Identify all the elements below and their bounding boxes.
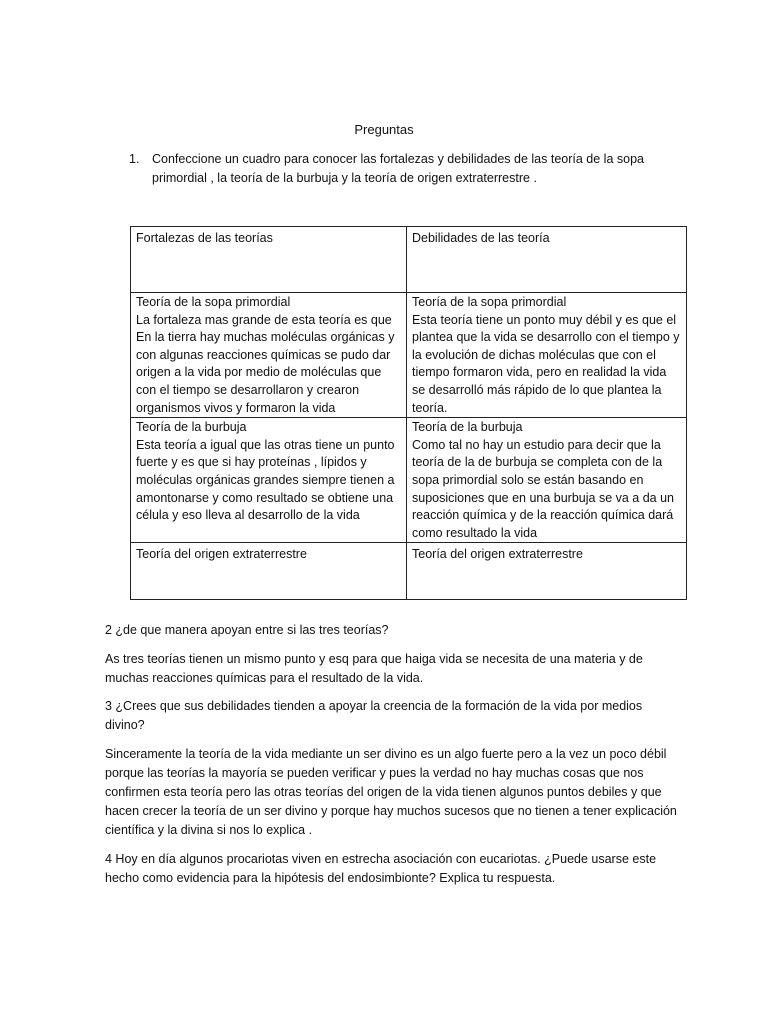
question-2: 2 ¿de que manera apoyan entre si las tres teorías? xyxy=(105,623,389,637)
cell-strengths-extraterrestrial: Teoría del origen extraterrestre xyxy=(131,543,407,600)
header-strengths: Fortalezas de las teorías xyxy=(131,227,407,293)
cell-strengths-primordial-soup: Teoría de la sopa primordial La fortaleza mas grande de esta teoría es que En la tierra hay muchas moléculas orgánicas y con algunas reacciones químicas se pudo dar origen a la vida por medio de moléculas que con el tiempo se desarrollaron y crearon organismos vivos y formaron la vida xyxy=(131,293,407,418)
question-4: 4 Hoy en día algunos procariotas viven en estrecha asociación con eucariotas. ¿Puede usarse este hecho como evidencia para la hipótesis del endosimbionte? Explica tu respuesta. xyxy=(105,852,657,885)
page-title: Preguntas xyxy=(354,122,414,137)
cell-strengths-bubble: Teoría de la burbuja Esta teoría a igual que las otras tiene un punto fuerte y es que si hay proteínas , lípidos y moléculas orgánicas grandes siempre tienen a amontonarse y como resultado se obtiene una célula y eso lleva al desarrollo de la vida xyxy=(131,418,407,543)
header-weaknesses: Debilidades de las teoría xyxy=(407,227,687,293)
question-1 xyxy=(129,150,669,188)
question-1-number: 1. xyxy=(129,152,140,166)
question-3: 3 ¿Crees que sus debilidades tienden a apoyar la creencia de la formación de la vida por medios divino? xyxy=(105,699,643,732)
cell-weaknesses-primordial-soup: Teoría de la sopa primordial Esta teoría tiene un ponto muy débil y es que el plantea que la vida se desarrollo con el tiempo y la evolución de dichas moléculas que con el tiempo formaron vida, pero en realidad la vida se desarrolló más rápido de lo que plantea la teoría. xyxy=(407,293,687,418)
cell-weaknesses-extraterrestrial: Teoría del origen extraterrestre xyxy=(407,543,687,600)
answer-2: As tres teorías tienen un mismo punto y esq para que haiga vida se necesita de una materia y de muchas reacciones químicas para el resultado de la vida. xyxy=(105,652,643,685)
comparison-table xyxy=(130,226,687,600)
table-row xyxy=(131,543,687,600)
table-header-row xyxy=(131,227,687,293)
cell-weaknesses-bubble: Teoría de la burbuja Como tal no hay un estudio para decir que la teoría de la de burbuja se completa con de la sopa primordial solo se están basando en suposiciones que en una burbuja se va a da un reacción química y de la reacción química dará como resultado la vida xyxy=(407,418,687,543)
table-row xyxy=(131,418,687,543)
table-row xyxy=(131,293,687,418)
question-1-text: Confeccione un cuadro para conocer las fortalezas y debilidades de las teoría de la sopa primordial , la teoría de la burbuja y la teoría de origen extraterrestre . xyxy=(152,152,644,185)
answer-3: Sinceramente la teoría de la vida mediante un ser divino es un algo fuerte pero a la vez un poco débil porque las teorías la mayoría se pueden verificar y pues la verdad no hay muchas cosas que nos confirmen esta teoría pero las otras teorías del origen de la vida tienen algunos puntos debiles y que hacen crecer la teoría de un ser divino y porque hay muchos sucesos que no tienen a tener explicación científica y la divina si nos lo explica . xyxy=(105,747,677,837)
